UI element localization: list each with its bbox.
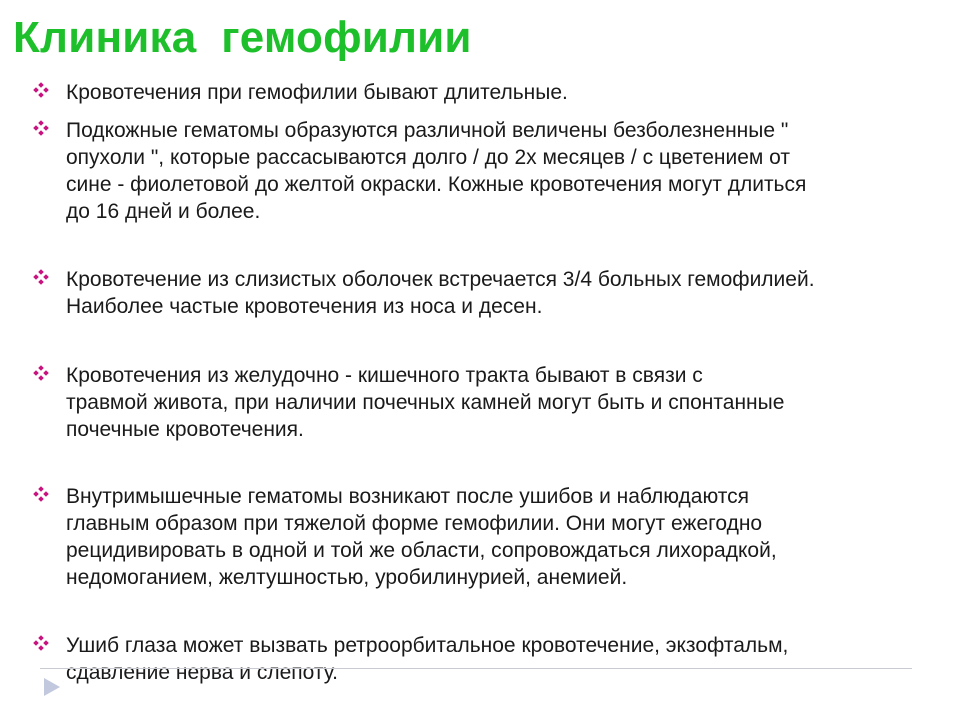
bullet-item (32, 362, 960, 447)
four-diamond-bullet-icon (32, 268, 50, 286)
four-diamond-bullet-icon (32, 119, 50, 137)
bullet-text: Ушиб глаза может вызвать ретроорбитальное кровотечение, экзофтальм, сдавление нерва и слепоту. (66, 634, 789, 684)
triangle-right-icon[interactable] (40, 675, 64, 699)
bullet-text: Кровотечения из желудочно - кишечного тракта бывают в связи с травмой живота, при наличии почечных камней могут быть и спонтанные почечные кровотечения. (66, 364, 785, 441)
bullet-text: Кровотечения при гемофилии бывают длительные. (66, 81, 568, 104)
footer-divider (40, 668, 912, 669)
four-diamond-bullet-icon (32, 364, 50, 382)
bullet-text: Подкожные гематомы образуются различной величены безболезненные " опухоли ", которые рассасываются долго / до 2х месяцев / с цветением от сине - фиолетовой до желтой окраски. Кожные кровотечения могут длиться до 16 дней и более. (66, 119, 807, 223)
four-diamond-bullet-icon (32, 81, 50, 99)
bullet-text: Кровотечение из слизистых оболочек встречается 3/4 больных гемофилией. Наиболее частые кровотечения из носа и десен. (66, 268, 815, 318)
slide-title: Клиника гемофилии (13, 13, 472, 62)
bullet-item (32, 632, 960, 690)
bullet-item (32, 266, 960, 324)
bullet-item (32, 117, 960, 229)
four-diamond-bullet-icon (32, 634, 50, 652)
bullet-text: Внутримышечные гематомы возникают после ушибов и наблюдаются главным образом при тяжелой форме гемофилии. Они могут ежегодно рецидивировать в одной и той же области, сопровождаться лихорадкой, недомоганием, желтушностью, уробилинурией, анемией. (66, 485, 777, 589)
four-diamond-bullet-icon (32, 485, 50, 503)
bullet-item (32, 79, 960, 109)
bullet-item (32, 483, 960, 595)
